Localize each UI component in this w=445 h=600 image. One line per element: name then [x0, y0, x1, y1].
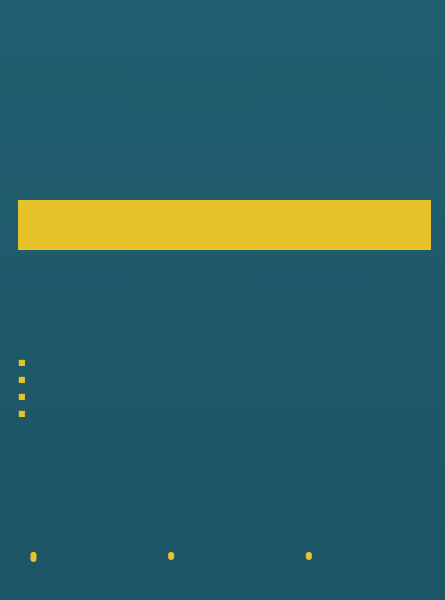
highlight-banner [18, 200, 431, 250]
list-item [18, 390, 431, 403]
intro-paragraph [18, 262, 431, 328]
quote-block-2 [18, 112, 431, 192]
list-item [18, 407, 431, 420]
disease-list [30, 550, 431, 554]
closing-paragraph [18, 496, 431, 546]
list-item [18, 373, 431, 386]
list-item [18, 356, 431, 369]
bullet-list [18, 356, 431, 424]
